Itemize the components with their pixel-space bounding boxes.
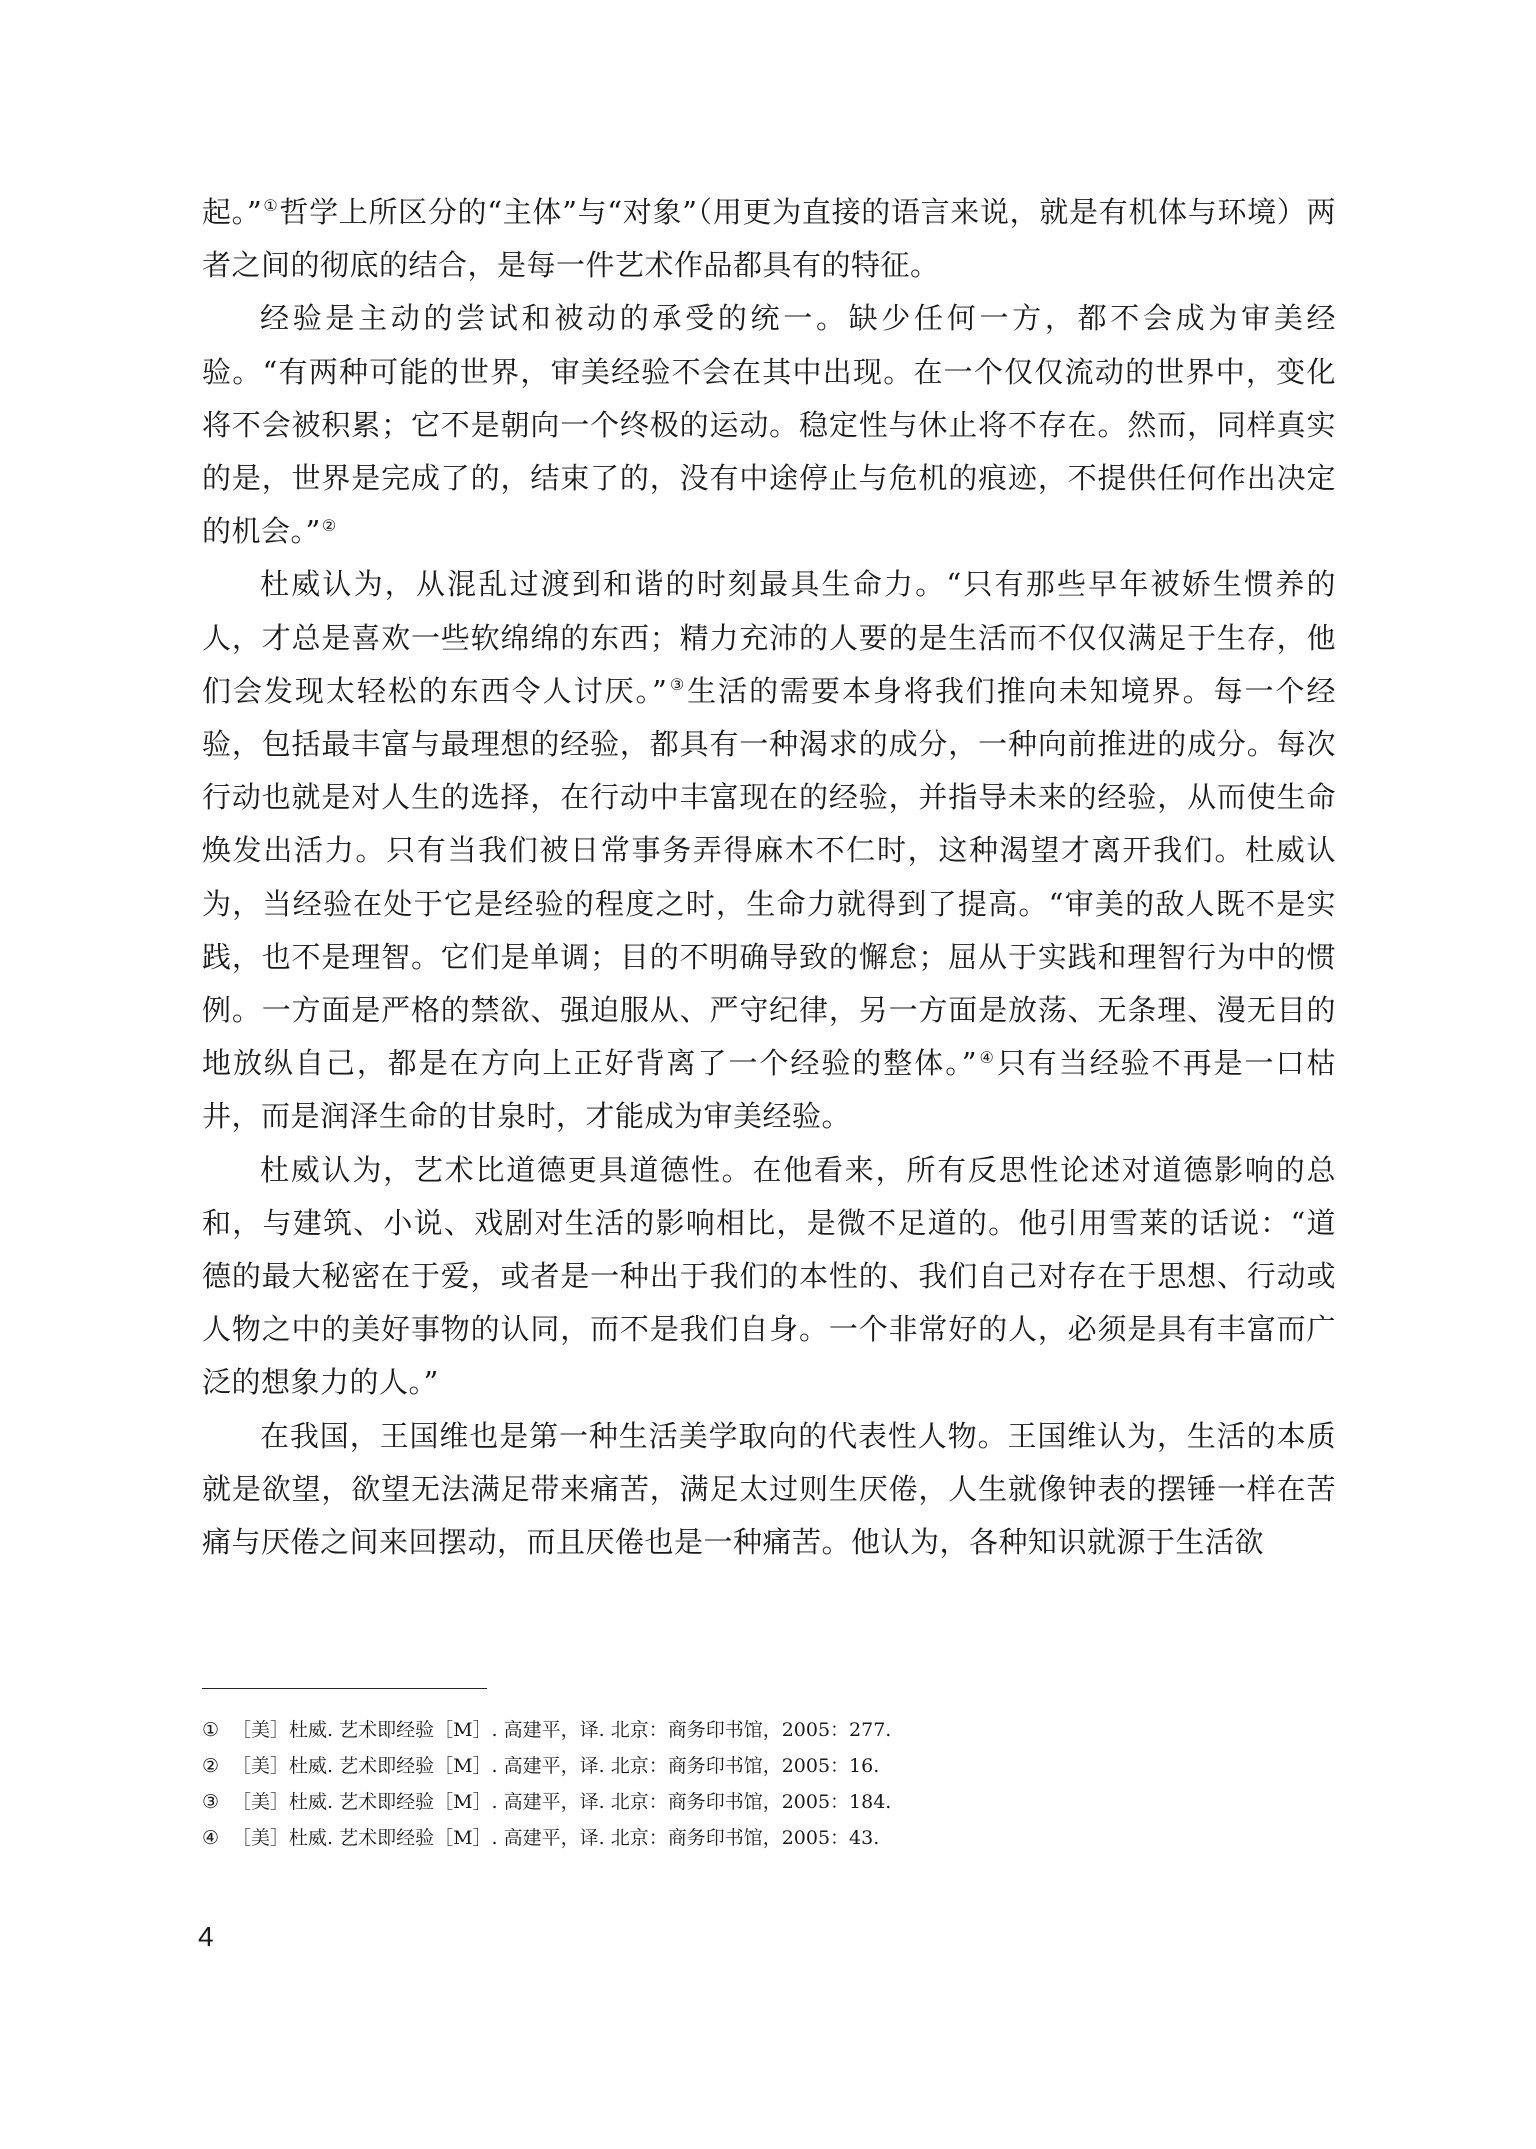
- footnote-item: [202, 1784, 1336, 1820]
- paragraph: [202, 186, 1336, 292]
- paragraph: [202, 292, 1336, 558]
- footnote-reference[interactable]: ①: [263, 196, 279, 216]
- paragraph: [202, 1410, 1336, 1570]
- footnote-marker: ①: [202, 1719, 220, 1741]
- paragraph: [202, 1144, 1336, 1410]
- footnote-marker: ②: [202, 1755, 220, 1777]
- footnote-text: ［美］杜威. 艺术即经验［M］. 高建平，译. 北京：商务印书馆，2005：43.: [232, 1827, 880, 1849]
- paragraph: [202, 558, 1336, 1143]
- footnote-marker: ④: [202, 1827, 220, 1849]
- paragraph-text: 经验是主动的尝试和被动的承受的统一。缺少任何一方，都不会成为审美经验。“有两种可能的世界，审美经验不会在其中出现。在一个仅仅流动的世界中，变化将不会被积累；它不是朝向一个终极的运动。稳定性与休止将不存在。然而，同样真实的是，世界是完成了的，结束了的，没有中途停止与危机的痕迹，不提供任何作出决定的机会。”: [202, 301, 1336, 549]
- paragraph-text: 生活的需要本身将我们推向未知境界。每一个经验，包括最丰富与最理想的经验，都具有一种渴求的成分，一种向前推进的成分。每次行动也就是对人生的选择，在行动中丰富现在的经验，并指导未来的经验，从而使生命焕发出活力。只有当我们被日常事务弄得麻木不仁时，这种渴望才离开我们。杜威认为，当经验在处于它是经验的程度之时，生命力就得到了提高。“审美的敌人既不是实践，也不是理智。它们是单调；目的不明确导致的懈怠；屈从于实践和理智行为中的惯例。一方面是严格的禁欲、强迫服从、严守纪律，另一方面是放荡、无条理、漫无目的地放纵自己，都是在方向上正好背离了一个经验的整体。”: [202, 673, 1336, 1081]
- body-text: [202, 186, 1336, 1569]
- paragraph-text: 在我国，王国维也是第一种生活美学取向的代表性人物。王国维认为，生活的本质就是欲望，欲望无法满足带来痛苦，满足太过则生厌倦，人生就像钟表的摆锤一样在苦痛与厌倦之间来回摆动，而且厌倦也是一种痛苦。他认为，各种知识就源于生活欲: [202, 1418, 1336, 1560]
- footnote-text: ［美］杜威. 艺术即经验［M］. 高建平，译. 北京：商务印书馆，2005：184.: [232, 1791, 892, 1813]
- paragraph-text: 杜威认为，艺术比道德更具道德性。在他看来，所有反思性论述对道德影响的总和，与建筑、小说、戏剧对生活的影响相比，是微不足道的。他引用雪莱的话说：“道德的最大秘密在于爱，或者是一种出于我们的本性的、我们自己对存在于思想、行动或人物之中的美好事物的认同，而不是我们自身。一个非常好的人，必须是具有丰富而广泛的想象力的人。”: [202, 1152, 1336, 1400]
- footnote-reference[interactable]: ④: [978, 1047, 996, 1067]
- footnote-item: [202, 1820, 1336, 1856]
- footnote-divider: [202, 1688, 487, 1689]
- footnote-reference[interactable]: ②: [321, 515, 337, 535]
- footnote-text: ［美］杜威. 艺术即经验［M］. 高建平，译. 北京：商务印书馆，2005：16.: [232, 1755, 880, 1777]
- footnote-item: [202, 1712, 1336, 1748]
- page-number: 4: [198, 1921, 214, 1952]
- footnote-item: [202, 1748, 1336, 1784]
- footnote-marker: ③: [202, 1791, 220, 1813]
- footnote-reference[interactable]: ③: [668, 675, 687, 695]
- footnote-text: ［美］杜威. 艺术即经验［M］. 高建平，译. 北京：商务印书馆，2005：277.: [232, 1719, 892, 1741]
- paragraph-text: 只有当经验不再是一口枯井，而是润泽生命的甘泉时，才能成为审美经验。: [202, 1046, 1336, 1134]
- footnotes: [202, 1712, 1336, 1856]
- paragraph-text: 起。”: [202, 195, 263, 229]
- paragraph-text: 杜威认为，从混乱过渡到和谐的时刻最具生命力。“只有那些早年被娇生惯养的人，才总是喜欢一些软绵绵的东西；精力充沛的人要的是生活而不仅仅满足于生存，他们会发现太轻松的东西令人讨厌。”: [202, 567, 1336, 708]
- paragraph-text: 哲学上所区分的“主体”与“对象”（用更为直接的语言来说，就是有机体与环境）两者之间的彻底的结合，是每一件艺术作品都具有的特征。: [202, 195, 1337, 283]
